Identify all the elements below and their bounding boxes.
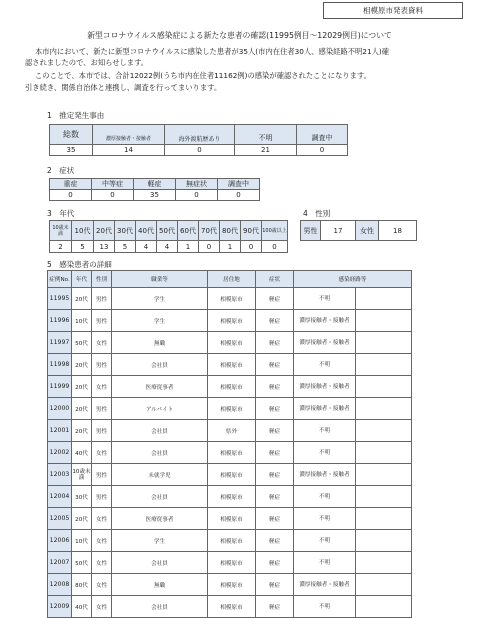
cell-residence: 相模原市 <box>208 310 256 332</box>
cell-residence: 相模原市 <box>208 398 256 420</box>
table-row <box>48 464 412 486</box>
cell-occupation: 会社員 <box>112 354 208 376</box>
cell-residence: 相模原市 <box>208 508 256 530</box>
cell-age: 10歳未満 <box>72 464 92 486</box>
age-header: 40代 <box>136 221 157 241</box>
cell-age: 20代 <box>72 354 92 376</box>
age-header: 30代 <box>115 221 136 241</box>
cause-value: 0 <box>297 145 348 156</box>
sex-female-value: 18 <box>379 221 417 241</box>
symptom-value: 35 <box>134 190 176 201</box>
age-value: 1 <box>178 241 199 253</box>
cell-sex: 女性 <box>92 596 112 618</box>
table-row <box>48 420 412 442</box>
intro-line-4: 引き続き、関係自治体と連携し、調査を行ってまいります。 <box>25 83 222 92</box>
cell-sex: 女性 <box>92 552 112 574</box>
sex-male-value: 17 <box>321 221 356 241</box>
cell-age: 30代 <box>72 486 92 508</box>
cell-case-no: 12008 <box>48 574 72 596</box>
cell-blank <box>356 310 412 332</box>
sex-female-label: 女性 <box>356 221 379 241</box>
cell-blank <box>356 486 412 508</box>
cell-age: 20代 <box>72 288 92 310</box>
cell-sex: 男性 <box>92 486 112 508</box>
age-header: 20代 <box>94 221 115 241</box>
cell-residence: 相模原市 <box>208 486 256 508</box>
cell-age: 50代 <box>72 332 92 354</box>
cell-blank <box>356 398 412 420</box>
intro-line-1: 本市内において、新たに新型コロナウイルスに感染した患者が35人(市内在住者30人、感染経路不明21人)確 <box>35 47 390 56</box>
cause-header-overseas: 海外渡航歴あり <box>165 133 235 145</box>
cell-age: 50代 <box>72 552 92 574</box>
cell-residence: 相模原市 <box>208 530 256 552</box>
age-header: 60代 <box>178 221 199 241</box>
cell-sex: 男性 <box>92 464 112 486</box>
cell-blank <box>356 464 412 486</box>
section-symptom-heading: 2 症状 <box>47 166 75 175</box>
cell-symptom: 軽症 <box>256 464 294 486</box>
age-header: 50代 <box>157 221 178 241</box>
cell-route: 濃厚接触者・接触者 <box>294 310 356 332</box>
symptom-value: 0 <box>218 190 260 201</box>
cell-residence: 相模原市 <box>208 574 256 596</box>
cell-symptom: 軽症 <box>256 376 294 398</box>
cell-case-no: 11998 <box>48 354 72 376</box>
cell-occupation: 医療従事者 <box>112 508 208 530</box>
sex-male-label: 男性 <box>301 221 321 241</box>
sex-table <box>300 220 417 241</box>
cell-sex: 女性 <box>92 574 112 596</box>
table-row <box>48 310 412 332</box>
age-header: 80代 <box>220 221 241 241</box>
cell-age: 40代 <box>72 596 92 618</box>
cell-route: 不明 <box>294 486 356 508</box>
cell-case-no: 12001 <box>48 420 72 442</box>
cell-sex: 女性 <box>92 376 112 398</box>
cell-occupation: 会社員 <box>112 552 208 574</box>
table-row <box>48 574 412 596</box>
table-row <box>48 596 412 618</box>
detail-header-sex: 性別 <box>92 271 112 288</box>
cell-residence: 相模原市 <box>208 354 256 376</box>
cell-route: 濃厚接触者・接触者 <box>294 332 356 354</box>
table-row <box>48 288 412 310</box>
cause-value: 0 <box>165 145 235 156</box>
symptom-header: 軽症 <box>134 179 176 190</box>
cell-age: 10代 <box>72 530 92 552</box>
cell-residence: 相模原市 <box>208 552 256 574</box>
cell-case-no: 12009 <box>48 596 72 618</box>
cause-table <box>49 124 348 156</box>
cell-sex: 男性 <box>92 354 112 376</box>
age-value: 1 <box>220 241 241 253</box>
cell-symptom: 軽症 <box>256 332 294 354</box>
cell-occupation: アルバイト <box>112 398 208 420</box>
cell-blank <box>356 596 412 618</box>
cell-sex: 女性 <box>92 332 112 354</box>
cell-occupation: 会社員 <box>112 596 208 618</box>
cell-residence: 相模原市 <box>208 464 256 486</box>
cause-header-investigating: 調査中 <box>297 133 348 145</box>
cell-blank <box>356 530 412 552</box>
table-row <box>48 552 412 574</box>
cell-blank <box>356 288 412 310</box>
cell-blank <box>356 442 412 464</box>
age-value: 0 <box>199 241 220 253</box>
cell-residence: 県外 <box>208 420 256 442</box>
cell-residence: 相模原市 <box>208 596 256 618</box>
table-row <box>48 486 412 508</box>
cell-occupation: 無職 <box>112 574 208 596</box>
age-value: 4 <box>136 241 157 253</box>
section-age-heading: 3 年代 <box>47 209 75 218</box>
table-row <box>48 508 412 530</box>
cell-route: 不明 <box>294 420 356 442</box>
cause-header-unknown: 不明 <box>235 133 297 145</box>
cell-occupation: 医療従事者 <box>112 376 208 398</box>
press-release-tag: 相模原市発表資料 <box>323 2 463 19</box>
cell-age: 20代 <box>72 508 92 530</box>
age-value: 0 <box>262 241 288 253</box>
cell-blank <box>356 420 412 442</box>
cell-symptom: 軽症 <box>256 442 294 464</box>
cell-route: 不明 <box>294 596 356 618</box>
cell-occupation: 無職 <box>112 332 208 354</box>
cause-total-header: 総数 <box>50 125 93 145</box>
detail-header-occupation: 職業等 <box>112 271 208 288</box>
age-value: 0 <box>241 241 262 253</box>
cell-route: 濃厚接触者・接触者 <box>294 574 356 596</box>
cause-header-close-contact: 濃厚接触者・接触者 <box>93 133 165 145</box>
cell-route: 濃厚接触者・接触者 <box>294 398 356 420</box>
cell-symptom: 軽症 <box>256 530 294 552</box>
cell-blank <box>356 508 412 530</box>
table-row <box>48 376 412 398</box>
cell-sex: 男性 <box>92 398 112 420</box>
detail-header-residence: 居住地 <box>208 271 256 288</box>
age-value: 5 <box>72 241 94 253</box>
cell-symptom: 軽症 <box>256 420 294 442</box>
detail-header-case-no: 症例No. <box>48 271 72 288</box>
cell-case-no: 12003 <box>48 464 72 486</box>
cause-value: 21 <box>235 145 297 156</box>
cell-route: 不明 <box>294 508 356 530</box>
cell-case-no: 12007 <box>48 552 72 574</box>
age-header: 10代 <box>72 221 94 241</box>
section-detail-heading: 5 感染患者の詳細 <box>47 260 112 269</box>
detail-header-age: 年代 <box>72 271 92 288</box>
cell-residence: 相模原市 <box>208 332 256 354</box>
cell-sex: 男性 <box>92 288 112 310</box>
cell-case-no: 11997 <box>48 332 72 354</box>
cell-residence: 相模原市 <box>208 376 256 398</box>
cell-symptom: 軽症 <box>256 552 294 574</box>
cell-case-no: 11995 <box>48 288 72 310</box>
symptom-value: 0 <box>176 190 218 201</box>
cell-route: 不明 <box>294 530 356 552</box>
cell-route: 不明 <box>294 552 356 574</box>
symptom-header: 調査中 <box>218 179 260 190</box>
table-row <box>48 398 412 420</box>
table-row <box>48 442 412 464</box>
cell-age: 40代 <box>72 442 92 464</box>
cell-case-no: 12006 <box>48 530 72 552</box>
cause-value: 14 <box>93 145 165 156</box>
cell-symptom: 軽症 <box>256 508 294 530</box>
cell-sex: 男性 <box>92 420 112 442</box>
age-value: 5 <box>115 241 136 253</box>
cell-symptom: 軽症 <box>256 486 294 508</box>
cell-occupation: 学生 <box>112 288 208 310</box>
symptom-header: 中等症 <box>92 179 134 190</box>
cell-route: 濃厚接触者・接触者 <box>294 376 356 398</box>
table-row <box>48 530 412 552</box>
document-title: 新型コロナウイルス感染症による新たな患者の確認(11995例目～12029例目)について <box>87 31 392 40</box>
cell-residence: 相模原市 <box>208 442 256 464</box>
symptom-table <box>49 178 260 201</box>
cell-route: 不明 <box>294 442 356 464</box>
cell-blank <box>356 574 412 596</box>
cell-occupation: 会社員 <box>112 420 208 442</box>
cell-age: 20代 <box>72 376 92 398</box>
cell-occupation: 会社員 <box>112 442 208 464</box>
cell-case-no: 12004 <box>48 486 72 508</box>
age-header: 10歳未満 <box>50 221 72 241</box>
cell-symptom: 軽症 <box>256 574 294 596</box>
cell-blank <box>356 354 412 376</box>
cell-route: 不明 <box>294 288 356 310</box>
table-row <box>48 332 412 354</box>
section-cause-heading: 1 推定発生事由 <box>47 111 105 120</box>
cell-route: 不明 <box>294 354 356 376</box>
age-value: 2 <box>50 241 72 253</box>
cell-occupation: 未就学児 <box>112 464 208 486</box>
age-header: 100歳以上 <box>262 221 288 241</box>
cell-age: 20代 <box>72 398 92 420</box>
symptom-header: 無症状 <box>176 179 218 190</box>
age-header: 70代 <box>199 221 220 241</box>
cell-occupation: 学生 <box>112 530 208 552</box>
cell-symptom: 軽症 <box>256 398 294 420</box>
cell-occupation: 学生 <box>112 310 208 332</box>
cell-symptom: 軽症 <box>256 288 294 310</box>
section-sex-heading: 4 性別 <box>303 209 331 218</box>
age-table <box>49 220 288 253</box>
cell-symptom: 軽症 <box>256 310 294 332</box>
cell-sex: 男性 <box>92 310 112 332</box>
patient-detail-table <box>47 270 412 618</box>
cell-sex: 女性 <box>92 508 112 530</box>
cell-case-no: 12000 <box>48 398 72 420</box>
cell-case-no: 11996 <box>48 310 72 332</box>
symptom-value: 0 <box>50 190 92 201</box>
cell-residence: 相模原市 <box>208 288 256 310</box>
cell-sex: 女性 <box>92 530 112 552</box>
detail-header-symptom: 症状 <box>256 271 294 288</box>
symptom-header: 重症 <box>50 179 92 190</box>
cell-age: 20代 <box>72 420 92 442</box>
cell-blank <box>356 552 412 574</box>
table-row <box>48 354 412 376</box>
symptom-value: 0 <box>92 190 134 201</box>
intro-line-3: このことで、本市では、合計12022例(うち市内在住者11162例)の感染が確認されたことになります。 <box>35 71 371 80</box>
cause-value: 35 <box>50 145 93 156</box>
age-value: 13 <box>94 241 115 253</box>
age-header: 90代 <box>241 221 262 241</box>
cell-case-no: 12005 <box>48 508 72 530</box>
cell-case-no: 12002 <box>48 442 72 464</box>
cell-blank <box>356 332 412 354</box>
cell-case-no: 11999 <box>48 376 72 398</box>
cell-symptom: 軽症 <box>256 354 294 376</box>
cell-symptom: 軽症 <box>256 596 294 618</box>
intro-line-2: 認されましたので、お知らせします。 <box>25 58 149 67</box>
cell-route: 濃厚接触者・接触者 <box>294 464 356 486</box>
cell-sex: 女性 <box>92 442 112 464</box>
cell-age: 10代 <box>72 310 92 332</box>
cell-blank <box>356 376 412 398</box>
cell-occupation: 会社員 <box>112 486 208 508</box>
detail-header-route: 感染経路等 <box>294 271 412 288</box>
cell-age: 80代 <box>72 574 92 596</box>
age-value: 4 <box>157 241 178 253</box>
